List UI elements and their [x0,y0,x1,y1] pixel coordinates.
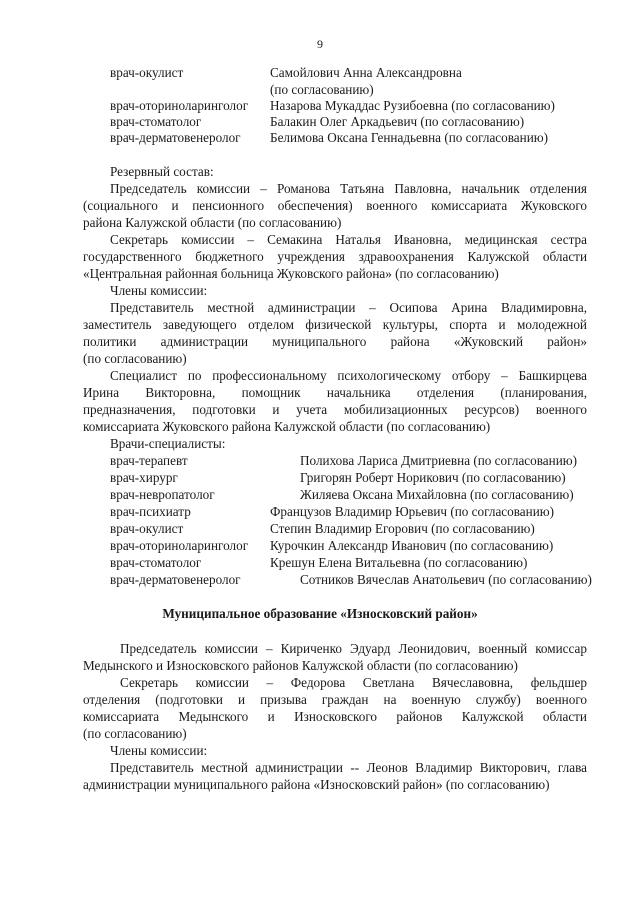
doctor-role: врач-оториноларинголог [110,538,249,553]
paragraph-line: Секретарь комиссии – Семакина Наталья Ивановна, медицинская сестра [110,232,587,247]
paragraph-line: Представитель местной администрации -- Леонов Владимир Викторович, глава [110,760,587,775]
table-row [110,452,578,469]
paragraph-line: отделения (подготовки и призыва граждан на военную службу) военного [83,692,587,707]
paragraph-line: «Центральная районная больница Жуковского района» (по согласованию) [83,266,499,281]
doctor-name: Самойлович Анна Александровна [270,65,462,80]
doctor-role: врач-окулист [110,65,184,80]
doctor-name: Курочкин Александр Иванович (по согласованию) [270,538,554,553]
paragraph-line: администрации муниципального района «Износковский район» (по согласованию) [83,777,550,792]
paragraph-line: комиссариата Жуковского района Калужской области (по согласованию) [83,419,491,434]
table-row [110,571,592,588]
table-row [110,469,566,486]
doctor-name: (по согласованию) [270,82,374,97]
table-row [110,554,528,571]
doctor-role: врач-дерматовенеролог [110,572,241,587]
paragraph-line: (социального и пенсионного обеспечения) военного комиссариата Жуковского [83,198,587,213]
paragraph-line: (по согласованию) [83,726,187,741]
table-row [110,520,535,537]
doctor-name: Жиляева Оксана Михайловна (по согласованию) [300,487,574,502]
table-row [110,113,525,130]
doctor-role: врач-психиатр [110,504,191,519]
paragraph-line: Председатель комиссии – Романова Татьяна Павловна, начальник отделения [110,181,587,196]
doctor-name: Григорян Роберт Норикович (по согласованию) [300,470,566,485]
doctor-role: врач-дерматовенеролог [110,130,241,145]
table-row [110,97,555,114]
doctor-name: Полихова Лариса Дмитриевна (по согласованию) [300,453,578,468]
doctor-role: врач-стоматолог [110,114,202,129]
doctor-name: Крешун Елена Витальевна (по согласованию) [270,555,528,570]
paragraph-line: государственного бюджетного учреждения здравоохранения Калужской области [83,249,587,264]
table-row [110,64,462,81]
paragraph-line: Специалист по профессиональному психологическому отбору – Башкирцева [110,368,587,383]
doctors-title: Врачи-специалисты: [110,436,226,451]
paragraph-line: заместитель заведующего отделом физической культуры, спорта и молодежной [83,317,587,332]
doctor-name: Степин Владимир Егорович (по согласованию) [270,521,535,536]
table-row [110,537,554,554]
paragraph-line: Секретарь комиссии – Федорова Светлана Вячеславовна, фельдшер [120,675,587,690]
table-row [110,486,574,503]
paragraph-line: комиссариата Медынского и Износковского районов Калужской области [83,709,587,724]
doctor-role: врач-окулист [110,521,184,536]
page-number: 9 [317,37,323,51]
paragraph-line: политики администрации муниципального района «Жуковский район» [83,334,587,349]
doctor-role: врач-оториноларинголог [110,98,249,113]
doctor-role: врач-стоматолог [110,555,202,570]
members-title: Члены комиссии: [110,743,208,758]
doctor-name: Белимова Оксана Геннадьевна (по согласованию) [270,130,549,145]
doctor-name: Балакин Олег Аркадьевич (по согласованию) [270,114,525,129]
paragraph-line: Ирина Викторовна, помощник начальника отделения (планирования, [83,385,587,400]
paragraph-line: Медынского и Износковского районов Калужской области (по согласованию) [83,658,518,673]
paragraph-line: района Калужской области (по согласованию) [83,215,342,230]
doctor-role: врач-невропатолог [110,487,215,502]
table-row [110,129,549,146]
doctor-name: Назарова Мукаддас Рузибоевна (по согласованию) [270,98,555,113]
members-title: Члены комиссии: [110,283,208,298]
paragraph-line: Председатель комиссии – Кириченко Эдуард Леонидович, военный комиссар [120,641,587,656]
paragraph-line: предназначения, подготовки и учета мобилизационных ресурсов) военного [83,402,587,417]
table-row [110,503,555,520]
section-heading: Муниципальное образование «Износковский район» [162,606,478,621]
reserve-title: Резервный состав: [110,164,214,179]
paragraph-line: Представитель местной администрации – Осипова Арина Владимировна, [110,300,587,315]
doctor-role: врач-хирург [110,470,178,485]
doctor-role: врач-терапевт [110,453,188,468]
doctor-name: Французов Владимир Юрьевич (по согласованию) [270,504,555,519]
doctor-name: Сотников Вячеслав Анатольевич (по согласованию) [300,572,592,587]
paragraph-line: (по согласованию) [83,351,187,366]
